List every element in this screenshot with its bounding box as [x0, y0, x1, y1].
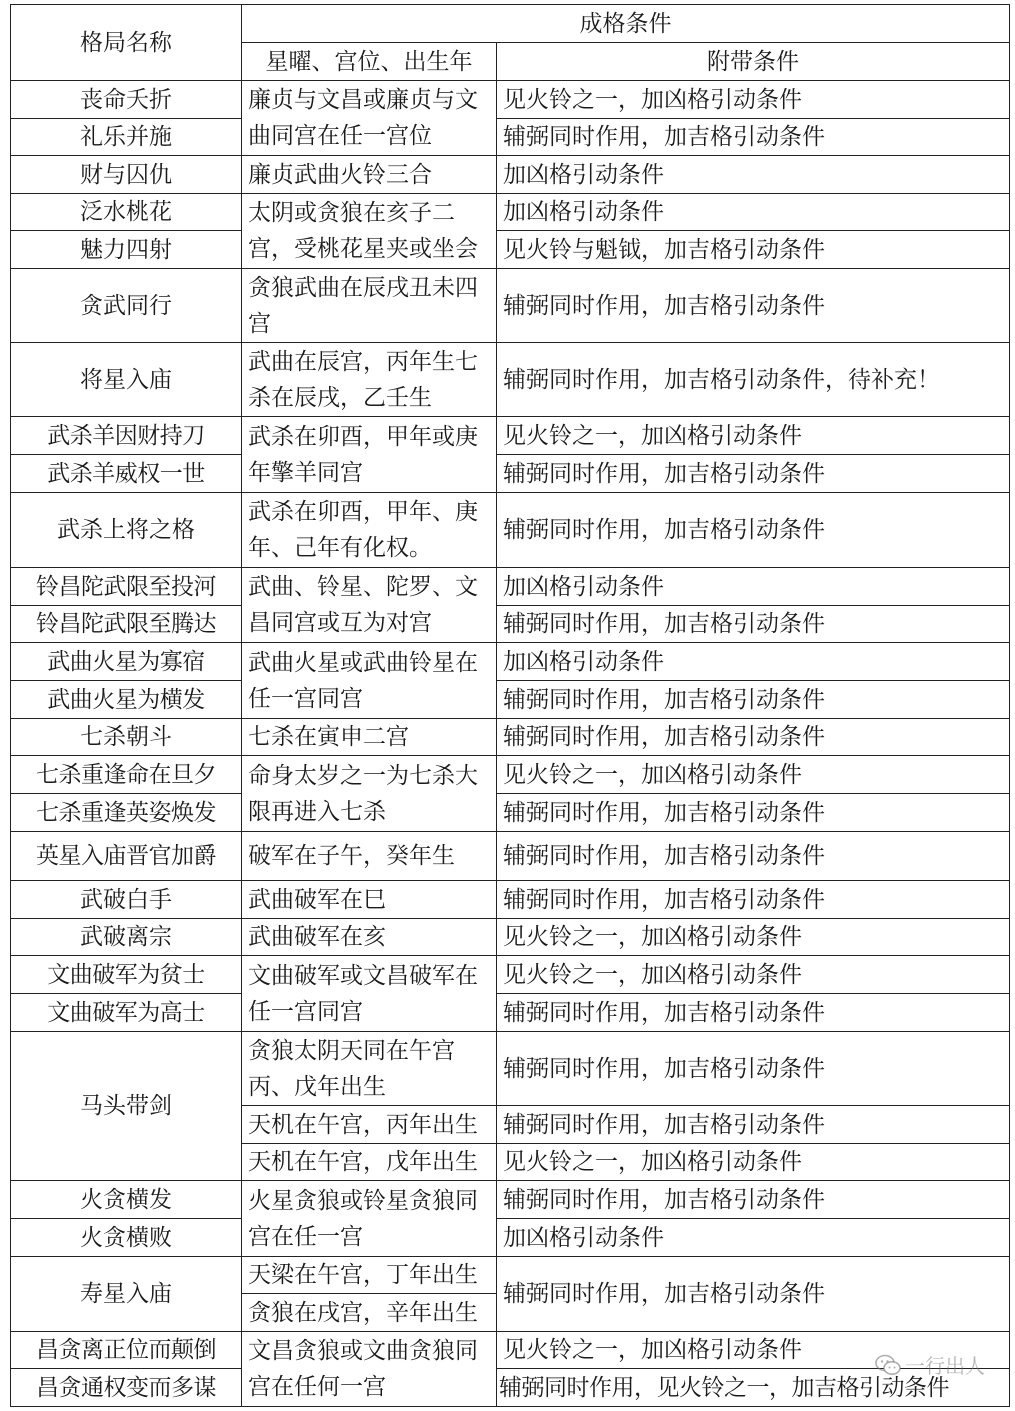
pattern-name: 丧命夭折: [11, 81, 242, 119]
pattern-name: 财与囚仇: [11, 156, 242, 194]
pattern-name: 英星入庙晋官加爵: [11, 832, 242, 881]
pattern-stars: 命身太岁之一为七杀大限再进入七杀: [242, 756, 497, 832]
pattern-extra: 辅弼同时作用，加吉格引动条件: [497, 1106, 1010, 1144]
pattern-extra: 辅弼同时作用，加吉格引动条件: [497, 269, 1010, 343]
pattern-extra: 辅弼同时作用，加吉格引动条件: [497, 794, 1010, 832]
pattern-extra: 加凶格引动条件: [497, 194, 1010, 231]
pattern-extra: 见火铃之一，加凶格引动条件: [497, 956, 1010, 994]
header-conditions: 成格条件: [242, 5, 1010, 43]
watermark-text: 一行出人: [905, 1354, 985, 1378]
pattern-extra: 辅弼同时作用，加吉格引动条件，待补充！: [497, 343, 1010, 417]
pattern-extra: 辅弼同时作用，加吉格引动条件: [497, 119, 1010, 156]
pattern-name: 七杀朝斗: [11, 719, 242, 756]
pattern-stars: 七杀在寅申二宫: [242, 719, 497, 756]
pattern-extra: 辅弼同时作用，加吉格引动条件: [497, 719, 1010, 756]
pattern-extra: 辅弼同时作用，见火铃之一，加吉格引动条件: [497, 1369, 1010, 1407]
pattern-stars: 火星贪狼或铃星贪狼同宫在任一宫: [242, 1181, 497, 1257]
pattern-stars: 廉贞武曲火铃三合: [242, 156, 497, 194]
pattern-name: 昌贪通权变而多谋: [11, 1369, 242, 1407]
pattern-name: 贪武同行: [11, 269, 242, 343]
pattern-name: 昌贪离正位而颠倒: [11, 1332, 242, 1369]
pattern-stars: 天梁在午宫，丁年出生: [242, 1257, 497, 1294]
pattern-name: 火贪横发: [11, 1181, 242, 1219]
pattern-extra: 见火铃与魁钺，加吉格引动条件: [497, 231, 1010, 269]
pattern-name: 将星入庙: [11, 343, 242, 417]
pattern-extra: 辅弼同时作用，加吉格引动条件: [497, 881, 1010, 919]
pattern-extra: 见火铃之一，加凶格引动条件: [497, 756, 1010, 794]
pattern-name: 礼乐并施: [11, 119, 242, 156]
pattern-name: 武曲火星为横发: [11, 681, 242, 719]
pattern-name: 武杀羊因财持刀: [11, 417, 242, 455]
pattern-name: 文曲破军为高士: [11, 994, 242, 1032]
pattern-extra: 见火铃之一，加凶格引动条件: [497, 919, 1010, 956]
pattern-name: 火贪横败: [11, 1219, 242, 1257]
pattern-stars: 武曲在辰宫，丙年生七杀在辰戌，乙壬生: [242, 343, 497, 417]
pattern-extra: 辅弼同时作用，加吉格引动条件: [497, 1257, 1010, 1332]
pattern-name: 七杀重逢英姿焕发: [11, 794, 242, 832]
pattern-extra: 加凶格引动条件: [497, 568, 1010, 606]
pattern-extra: 加凶格引动条件: [497, 643, 1010, 681]
pattern-stars: 破军在子午，癸年生: [242, 832, 497, 881]
pattern-extra: 辅弼同时作用，加吉格引动条件: [497, 455, 1010, 493]
pattern-extra: 加凶格引动条件: [497, 1219, 1010, 1257]
pattern-name: 泛水桃花: [11, 194, 242, 231]
watermark: [875, 1350, 985, 1379]
pattern-stars: 武杀在卯酉，甲年、庚年、己年有化权。: [242, 493, 497, 568]
pattern-name: 文曲破军为贫士: [11, 956, 242, 994]
pattern-extra: 辅弼同时作用，加吉格引动条件: [497, 493, 1010, 568]
pattern-name: 武杀上将之格: [11, 493, 242, 568]
pattern-name: 武破白手: [11, 881, 242, 919]
pattern-extra: 见火铃之一，加凶格引动条件: [497, 417, 1010, 455]
pattern-stars: 武曲破军在巳: [242, 881, 497, 919]
pattern-stars: 文曲破军或文昌破军在任一宫同宫: [242, 956, 497, 1032]
pattern-name: 魅力四射: [11, 231, 242, 269]
pattern-extra: 辅弼同时作用，加吉格引动条件: [497, 606, 1010, 643]
pattern-extra: 见火铃之一，加凶格引动条件: [497, 81, 1010, 119]
pattern-name: 武杀羊威权一世: [11, 455, 242, 493]
pattern-name: 铃昌陀武限至投河: [11, 568, 242, 606]
header-extra: 附带条件: [497, 43, 1010, 81]
wechat-icon: [875, 1354, 901, 1376]
pattern-extra: 辅弼同时作用，加吉格引动条件: [497, 681, 1010, 719]
pattern-name: 七杀重逢命在旦夕: [11, 756, 242, 794]
pattern-extra: 辅弼同时作用，加吉格引动条件: [497, 832, 1010, 881]
pattern-stars: 武曲、铃星、陀罗、文昌同宫或互为对宫: [242, 568, 497, 643]
pattern-name: 武破离宗: [11, 919, 242, 956]
pattern-stars: 天机在午宫，戊年出生: [242, 1144, 497, 1181]
pattern-extra: 辅弼同时作用，加吉格引动条件: [497, 1032, 1010, 1106]
patterns-table: [10, 4, 1010, 1407]
pattern-extra: 见火铃之一，加凶格引动条件: [497, 1144, 1010, 1181]
pattern-extra: 见火铃之一，加凶格引动条件: [497, 1332, 1010, 1369]
pattern-stars: 武曲破军在亥: [242, 919, 497, 956]
pattern-stars: 太阴或贪狼在亥子二宫，受桃花星夹或坐会: [242, 194, 497, 269]
pattern-stars: 廉贞与文昌或廉贞与文曲同宫在任一宫位: [242, 81, 497, 156]
header-stars: 星曜、宫位、出生年: [242, 43, 497, 81]
pattern-stars: 贪狼武曲在辰戌丑未四宫: [242, 269, 497, 343]
pattern-extra: 辅弼同时作用，加吉格引动条件: [497, 1181, 1010, 1219]
pattern-name: 武曲火星为寡宿: [11, 643, 242, 681]
pattern-extra: 辅弼同时作用，加吉格引动条件: [497, 994, 1010, 1032]
pattern-stars: 武曲火星或武曲铃星在任一宫同宫: [242, 643, 497, 719]
pattern-stars: 文昌贪狼或文曲贪狼同宫在任何一宫: [242, 1332, 497, 1407]
pattern-name: 马头带剑: [11, 1032, 242, 1181]
pattern-name: 寿星入庙: [11, 1257, 242, 1332]
pattern-extra: 加凶格引动条件: [497, 156, 1010, 194]
pattern-stars: 贪狼在戌宫，辛年出生: [242, 1294, 497, 1332]
pattern-stars: 武杀在卯酉，甲年或庚年擎羊同宫: [242, 417, 497, 493]
pattern-stars: 贪狼太阴天同在午宫丙、戊年出生: [242, 1032, 497, 1106]
pattern-name: 铃昌陀武限至腾达: [11, 606, 242, 643]
header-name: 格局名称: [11, 5, 242, 81]
pattern-stars: 天机在午宫，丙年出生: [242, 1106, 497, 1144]
